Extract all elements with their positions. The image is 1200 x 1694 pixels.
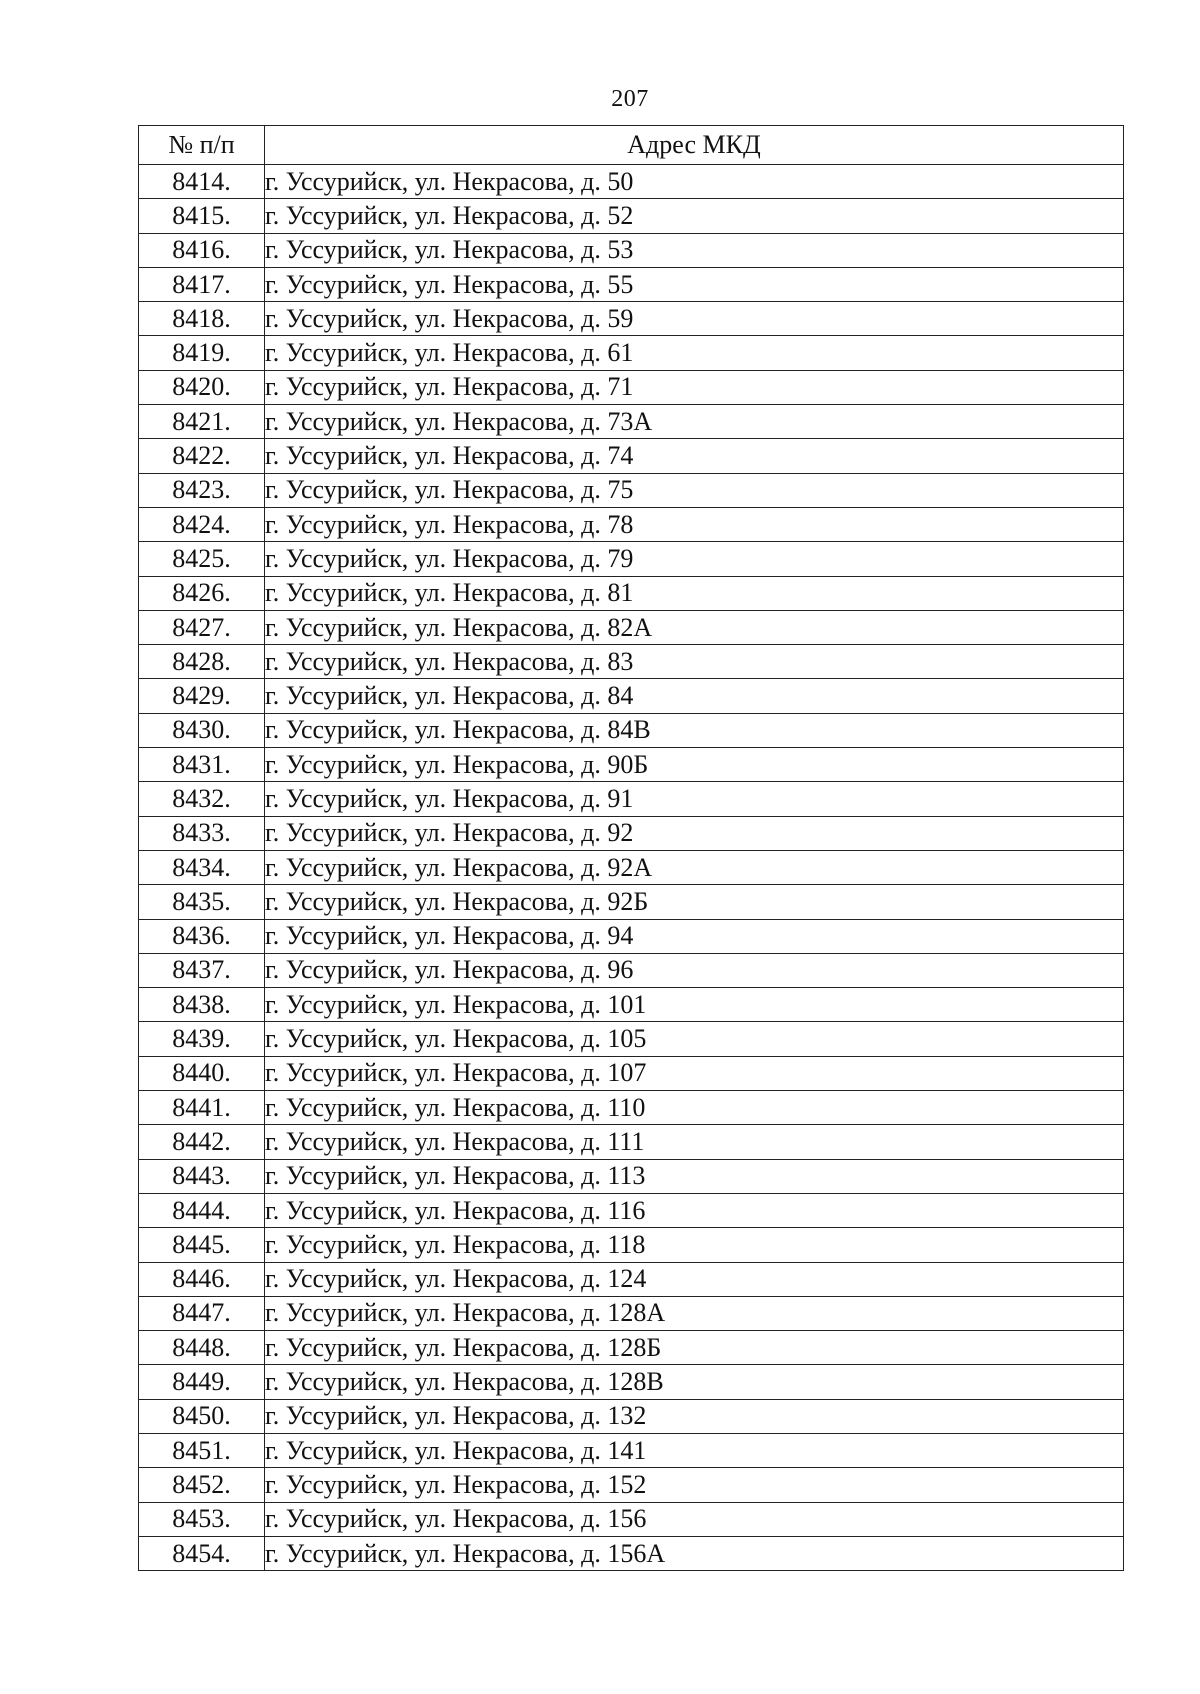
table-row <box>139 782 1124 816</box>
table-row <box>139 302 1124 336</box>
row-address: г. Уссурийск, ул. Некрасова, д. 124 <box>265 1262 1124 1296</box>
row-number: 8414. <box>139 165 265 199</box>
table-row <box>139 988 1124 1022</box>
row-number: 8442. <box>139 1125 265 1159</box>
row-number: 8445. <box>139 1228 265 1262</box>
row-address: г. Уссурийск, ул. Некрасова, д. 53 <box>265 233 1124 267</box>
row-number: 8433. <box>139 816 265 850</box>
row-address: г. Уссурийск, ул. Некрасова, д. 78 <box>265 507 1124 541</box>
table-row <box>139 233 1124 267</box>
row-number: 8454. <box>139 1536 265 1570</box>
table-row <box>139 1433 1124 1467</box>
table-row <box>139 405 1124 439</box>
table-row <box>139 542 1124 576</box>
table-row <box>139 473 1124 507</box>
row-address: г. Уссурийск, ул. Некрасова, д. 82А <box>265 610 1124 644</box>
row-number: 8418. <box>139 302 265 336</box>
row-number: 8447. <box>139 1296 265 1330</box>
row-number: 8421. <box>139 405 265 439</box>
row-address: г. Уссурийск, ул. Некрасова, д. 141 <box>265 1433 1124 1467</box>
address-table <box>138 125 1124 1571</box>
row-address: г. Уссурийск, ул. Некрасова, д. 59 <box>265 302 1124 336</box>
row-address: г. Уссурийск, ул. Некрасова, д. 73А <box>265 405 1124 439</box>
row-number: 8424. <box>139 507 265 541</box>
table-row <box>139 1502 1124 1536</box>
row-address: г. Уссурийск, ул. Некрасова, д. 156 <box>265 1502 1124 1536</box>
table-row <box>139 919 1124 953</box>
table-row <box>139 885 1124 919</box>
row-number: 8448. <box>139 1331 265 1365</box>
row-address: г. Уссурийск, ул. Некрасова, д. 92 <box>265 816 1124 850</box>
row-number: 8423. <box>139 473 265 507</box>
row-number: 8429. <box>139 679 265 713</box>
table-row <box>139 850 1124 884</box>
row-address: г. Уссурийск, ул. Некрасова, д. 84 <box>265 679 1124 713</box>
table-row <box>139 713 1124 747</box>
table-row <box>139 1056 1124 1090</box>
row-number: 8417. <box>139 267 265 301</box>
row-address: г. Уссурийск, ул. Некрасова, д. 152 <box>265 1468 1124 1502</box>
row-address: г. Уссурийск, ул. Некрасова, д. 81 <box>265 576 1124 610</box>
row-number: 8431. <box>139 748 265 782</box>
row-address: г. Уссурийск, ул. Некрасова, д. 116 <box>265 1193 1124 1227</box>
table-row <box>139 1262 1124 1296</box>
row-address: г. Уссурийск, ул. Некрасова, д. 84В <box>265 713 1124 747</box>
page-number: 207 <box>611 86 649 112</box>
table-row <box>139 1536 1124 1570</box>
row-number: 8449. <box>139 1365 265 1399</box>
row-address: г. Уссурийск, ул. Некрасова, д. 90Б <box>265 748 1124 782</box>
row-number: 8425. <box>139 542 265 576</box>
table-row <box>139 1468 1124 1502</box>
table-row <box>139 1125 1124 1159</box>
table-row <box>139 336 1124 370</box>
table-row <box>139 165 1124 199</box>
row-address: г. Уссурийск, ул. Некрасова, д. 74 <box>265 439 1124 473</box>
row-number: 8437. <box>139 953 265 987</box>
row-number: 8419. <box>139 336 265 370</box>
row-address: г. Уссурийск, ул. Некрасова, д. 111 <box>265 1125 1124 1159</box>
table-row <box>139 199 1124 233</box>
row-address: г. Уссурийск, ул. Некрасова, д. 128А <box>265 1296 1124 1330</box>
row-number: 8422. <box>139 439 265 473</box>
row-number: 8435. <box>139 885 265 919</box>
row-number: 8444. <box>139 1193 265 1227</box>
row-number: 8452. <box>139 1468 265 1502</box>
table-row <box>139 645 1124 679</box>
column-header-number: № п/п <box>139 126 265 165</box>
table-row <box>139 1022 1124 1056</box>
row-address: г. Уссурийск, ул. Некрасова, д. 105 <box>265 1022 1124 1056</box>
row-number: 8453. <box>139 1502 265 1536</box>
table-row <box>139 370 1124 404</box>
row-number: 8428. <box>139 645 265 679</box>
row-address: г. Уссурийск, ул. Некрасова, д. 128Б <box>265 1331 1124 1365</box>
row-address: г. Уссурийск, ул. Некрасова, д. 107 <box>265 1056 1124 1090</box>
table-row <box>139 953 1124 987</box>
row-address: г. Уссурийск, ул. Некрасова, д. 55 <box>265 267 1124 301</box>
table-row <box>139 1399 1124 1433</box>
table-row <box>139 816 1124 850</box>
table-row <box>139 1159 1124 1193</box>
row-address: г. Уссурийск, ул. Некрасова, д. 92Б <box>265 885 1124 919</box>
table-body <box>139 165 1124 1571</box>
row-address: г. Уссурийск, ул. Некрасова, д. 92А <box>265 850 1124 884</box>
row-address: г. Уссурийск, ул. Некрасова, д. 101 <box>265 988 1124 1022</box>
table-row <box>139 1193 1124 1227</box>
table-row <box>139 1228 1124 1262</box>
row-address: г. Уссурийск, ул. Некрасова, д. 118 <box>265 1228 1124 1262</box>
table-row <box>139 610 1124 644</box>
row-address: г. Уссурийск, ул. Некрасова, д. 132 <box>265 1399 1124 1433</box>
row-number: 8415. <box>139 199 265 233</box>
row-number: 8441. <box>139 1091 265 1125</box>
row-number: 8432. <box>139 782 265 816</box>
row-address: г. Уссурийск, ул. Некрасова, д. 75 <box>265 473 1124 507</box>
row-address: г. Уссурийск, ул. Некрасова, д. 83 <box>265 645 1124 679</box>
row-address: г. Уссурийск, ул. Некрасова, д. 79 <box>265 542 1124 576</box>
row-number: 8430. <box>139 713 265 747</box>
row-address: г. Уссурийск, ул. Некрасова, д. 156А <box>265 1536 1124 1570</box>
table-header-row <box>139 126 1124 165</box>
row-number: 8416. <box>139 233 265 267</box>
table-row <box>139 439 1124 473</box>
row-number: 8440. <box>139 1056 265 1090</box>
row-address: г. Уссурийск, ул. Некрасова, д. 110 <box>265 1091 1124 1125</box>
row-address: г. Уссурийск, ул. Некрасова, д. 71 <box>265 370 1124 404</box>
row-address: г. Уссурийск, ул. Некрасова, д. 96 <box>265 953 1124 987</box>
row-address: г. Уссурийск, ул. Некрасова, д. 128В <box>265 1365 1124 1399</box>
table-row <box>139 748 1124 782</box>
table-row <box>139 1365 1124 1399</box>
row-number: 8446. <box>139 1262 265 1296</box>
table-row <box>139 1296 1124 1330</box>
table-row <box>139 1331 1124 1365</box>
row-number: 8434. <box>139 850 265 884</box>
table-row <box>139 507 1124 541</box>
row-number: 8451. <box>139 1433 265 1467</box>
row-address: г. Уссурийск, ул. Некрасова, д. 94 <box>265 919 1124 953</box>
row-number: 8426. <box>139 576 265 610</box>
table-row <box>139 679 1124 713</box>
row-number: 8450. <box>139 1399 265 1433</box>
table-row <box>139 576 1124 610</box>
row-number: 8439. <box>139 1022 265 1056</box>
table-row <box>139 1091 1124 1125</box>
row-number: 8436. <box>139 919 265 953</box>
row-address: г. Уссурийск, ул. Некрасова, д. 113 <box>265 1159 1124 1193</box>
row-address: г. Уссурийск, ул. Некрасова, д. 91 <box>265 782 1124 816</box>
row-address: г. Уссурийск, ул. Некрасова, д. 50 <box>265 165 1124 199</box>
row-number: 8420. <box>139 370 265 404</box>
row-number: 8427. <box>139 610 265 644</box>
row-address: г. Уссурийск, ул. Некрасова, д. 61 <box>265 336 1124 370</box>
row-number: 8438. <box>139 988 265 1022</box>
row-address: г. Уссурийск, ул. Некрасова, д. 52 <box>265 199 1124 233</box>
table-row <box>139 267 1124 301</box>
column-header-address: Адрес МКД <box>265 126 1124 165</box>
row-number: 8443. <box>139 1159 265 1193</box>
